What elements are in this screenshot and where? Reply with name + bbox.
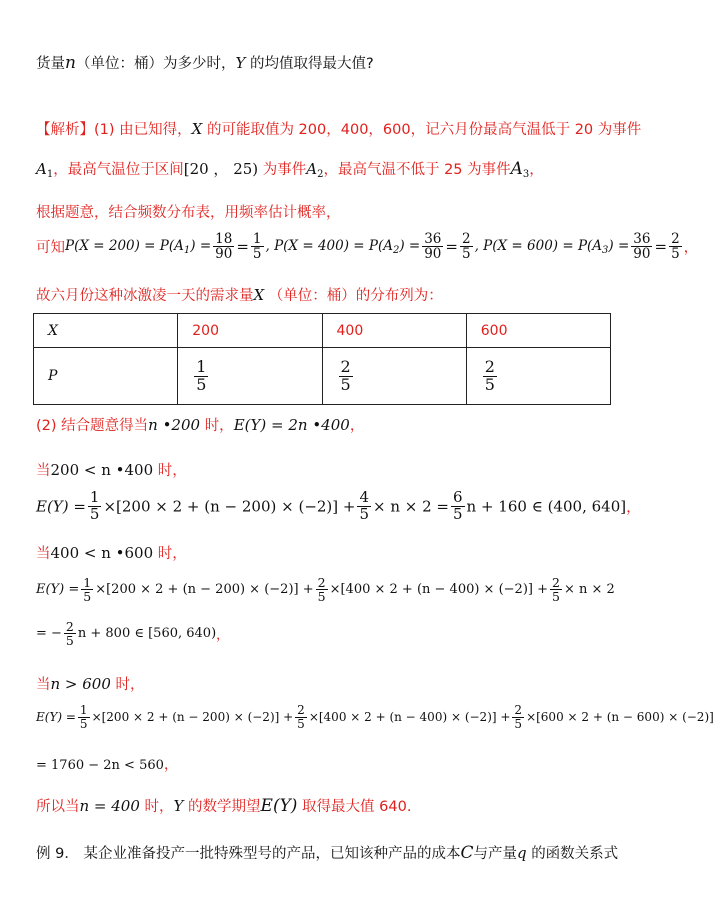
table-row bbox=[34, 314, 611, 348]
subscript: 3 bbox=[522, 169, 530, 180]
subscript: 3 bbox=[602, 244, 609, 256]
denominator: 5 bbox=[453, 504, 463, 523]
fraction bbox=[64, 620, 76, 647]
table-cell: 200 bbox=[178, 314, 322, 348]
fraction bbox=[78, 704, 90, 730]
denominator: 5 bbox=[484, 374, 495, 394]
numerator: 2 bbox=[514, 703, 523, 717]
denominator: 5 bbox=[340, 374, 351, 394]
text: 故六月份这种冰激凌一天的需求量 bbox=[36, 288, 254, 304]
question-line bbox=[36, 52, 374, 73]
math: × n × 2 bbox=[563, 582, 615, 598]
math: ×[200 × 2 + (n − 200) × (−2)] + bbox=[103, 497, 356, 516]
math: n + 160 ∈ (400, 640] bbox=[466, 497, 627, 516]
denominator: 5 bbox=[317, 589, 326, 605]
table-cell-header: X bbox=[34, 314, 178, 348]
math-A2: A bbox=[306, 160, 318, 178]
math-q: q bbox=[516, 844, 527, 862]
subscript: 1 bbox=[46, 169, 54, 180]
math-Y: Y bbox=[173, 797, 184, 815]
fraction bbox=[88, 490, 102, 523]
text: 时， bbox=[144, 799, 174, 815]
math: ×[600 × 2 + (n − 600) × (−2)] bbox=[526, 710, 714, 725]
probability-line bbox=[36, 232, 698, 261]
subscript: 2 bbox=[317, 169, 324, 180]
fraction bbox=[422, 232, 443, 261]
math: = bbox=[654, 237, 668, 256]
math: E(Y) = 2n •400 bbox=[233, 416, 350, 434]
math-p2 bbox=[266, 238, 421, 254]
text: 所以当 bbox=[36, 799, 80, 815]
text: 根据题意，结合频数分布表，用频率估计概率， bbox=[36, 205, 341, 221]
math: , P(X = 400) = P(A bbox=[265, 237, 393, 254]
part2-line-4 bbox=[36, 542, 187, 563]
part2-line-6 bbox=[36, 620, 229, 647]
text: 与产量 bbox=[473, 846, 517, 862]
fraction bbox=[357, 490, 371, 523]
distribution-table bbox=[33, 313, 611, 405]
text: 【解析】(1) 由已知得， bbox=[36, 122, 192, 138]
text: 当 bbox=[36, 463, 51, 479]
solution-line-1 bbox=[36, 118, 641, 139]
fraction bbox=[213, 232, 234, 261]
text: 时， bbox=[204, 418, 234, 434]
math: ) = bbox=[399, 237, 421, 254]
part2-line-8 bbox=[36, 704, 714, 730]
numerator: 1 bbox=[83, 575, 92, 590]
text: 时， bbox=[115, 677, 145, 693]
math: ×[400 × 2 + (n − 400) × (−2)] + bbox=[329, 582, 548, 598]
text: ，最高气温位于区间 bbox=[53, 162, 184, 178]
numerator: 1 bbox=[89, 488, 100, 506]
numerator: 2 bbox=[671, 231, 680, 247]
fraction bbox=[669, 232, 682, 261]
solution-line-2 bbox=[36, 158, 544, 180]
text: ， bbox=[349, 418, 365, 434]
math: = bbox=[445, 237, 458, 256]
math: 200 < n •400 bbox=[50, 461, 154, 479]
text: 当 bbox=[36, 546, 51, 562]
text: 时， bbox=[157, 546, 187, 562]
text: ， bbox=[683, 240, 699, 257]
fraction bbox=[512, 704, 524, 730]
math-p3 bbox=[475, 238, 630, 254]
text: 货量 bbox=[36, 56, 65, 72]
denominator: 5 bbox=[671, 246, 680, 263]
text: 为事件 bbox=[262, 162, 307, 178]
math-A3: A bbox=[510, 159, 523, 179]
text: ， bbox=[529, 162, 544, 178]
math-A1: A bbox=[36, 160, 47, 178]
denominator: 5 bbox=[252, 246, 262, 263]
text: （单位：桶）为多少时， bbox=[75, 56, 236, 72]
text: (2) 结合题意得当 bbox=[36, 418, 149, 434]
math: ×[400 × 2 + (n − 400) × (−2)] + bbox=[308, 710, 511, 725]
text: 当 bbox=[36, 677, 51, 693]
table-cell: 400 bbox=[322, 314, 466, 348]
conclusion-line bbox=[36, 795, 411, 816]
math: n + 800 ∈ [560, 640) bbox=[77, 626, 217, 642]
math-C: C bbox=[460, 843, 474, 863]
fraction bbox=[251, 232, 264, 261]
fraction bbox=[460, 232, 473, 261]
math-EY: E(Y) bbox=[260, 796, 298, 816]
part2-line-3 bbox=[36, 490, 641, 523]
denominator: 5 bbox=[196, 374, 207, 394]
table-row bbox=[34, 348, 611, 405]
math-p1 bbox=[65, 238, 211, 254]
fraction bbox=[451, 490, 465, 523]
math: P(X = 200) = P(A bbox=[65, 237, 184, 254]
numerator: 1 bbox=[196, 356, 207, 376]
table-cell bbox=[466, 348, 610, 405]
table-cell: 600 bbox=[466, 314, 610, 348]
denominator: 90 bbox=[424, 246, 442, 263]
math: n •200 bbox=[148, 416, 201, 434]
math: ) = bbox=[608, 237, 630, 254]
text: 的函数关系式 bbox=[531, 846, 619, 862]
text: ， bbox=[216, 628, 230, 644]
numerator: 2 bbox=[65, 619, 74, 634]
math: E(Y) = bbox=[36, 582, 80, 598]
part2-line-7 bbox=[36, 673, 145, 694]
part2-line-5 bbox=[36, 576, 615, 603]
numerator: 18 bbox=[215, 231, 233, 247]
text: （单位：桶）的分布列为： bbox=[268, 288, 443, 304]
fraction bbox=[631, 232, 652, 261]
table-cell bbox=[178, 348, 322, 405]
numerator: 1 bbox=[252, 231, 262, 247]
math: n = 400 bbox=[79, 797, 140, 815]
fraction bbox=[483, 356, 497, 394]
denominator: 5 bbox=[359, 504, 370, 523]
denominator: 90 bbox=[215, 246, 233, 263]
numerator: 2 bbox=[297, 703, 305, 717]
text: 取得最大值 640. bbox=[302, 799, 412, 815]
text: ，最高气温不低于 25 为事件 bbox=[323, 162, 511, 178]
math: 400 < n •600 bbox=[50, 544, 154, 562]
subscript: 2 bbox=[392, 244, 400, 256]
denominator: 5 bbox=[297, 716, 305, 731]
denominator: 5 bbox=[89, 504, 100, 523]
math: = − bbox=[36, 626, 62, 642]
numerator: 6 bbox=[453, 488, 463, 506]
denominator: 5 bbox=[552, 589, 560, 605]
part2-line-9 bbox=[36, 753, 178, 774]
solution-line-3 bbox=[36, 201, 341, 222]
example-9-line bbox=[36, 842, 618, 863]
fraction bbox=[295, 704, 307, 730]
denominator: 5 bbox=[514, 716, 523, 731]
text: 时， bbox=[157, 463, 187, 479]
math: = 1760 − 2n < 560 bbox=[36, 758, 164, 773]
text: 的数学期望 bbox=[188, 799, 261, 815]
text: 的均值取得最大值? bbox=[249, 56, 374, 72]
subscript: 1 bbox=[183, 244, 191, 256]
math: ×[200 × 2 + (n − 200) × (−2)] + bbox=[95, 582, 314, 598]
text: 可知 bbox=[36, 240, 65, 257]
text: ， bbox=[626, 499, 641, 516]
numerator: 1 bbox=[79, 703, 88, 717]
numerator: 4 bbox=[359, 488, 370, 506]
denominator: 5 bbox=[79, 716, 88, 731]
denominator: 5 bbox=[83, 589, 92, 605]
fraction bbox=[194, 356, 208, 394]
math: E(Y) = bbox=[36, 497, 86, 516]
math: , P(X = 600) = P(A bbox=[474, 237, 603, 254]
table-cell bbox=[322, 348, 466, 405]
text: 例 9． 某企业准备投产一批特殊型号的产品，已知该种产品的成本 bbox=[36, 846, 461, 862]
math-interval: [20 ， 25) bbox=[183, 160, 259, 178]
denominator: 90 bbox=[633, 246, 651, 263]
denominator: 5 bbox=[461, 246, 471, 263]
math: E(Y) = bbox=[36, 710, 76, 725]
numerator: 2 bbox=[461, 231, 471, 247]
text: ， bbox=[163, 757, 179, 773]
denominator: 5 bbox=[65, 633, 74, 649]
numerator: 2 bbox=[552, 575, 560, 590]
math-X: X bbox=[253, 286, 265, 304]
fraction bbox=[339, 356, 353, 394]
fraction bbox=[550, 576, 562, 603]
math-X: X bbox=[191, 120, 203, 138]
part2-line-1 bbox=[36, 414, 364, 435]
part2-line-2 bbox=[36, 459, 187, 480]
numerator: 36 bbox=[633, 231, 651, 247]
math-Y: Y bbox=[235, 54, 246, 72]
fraction bbox=[316, 576, 328, 603]
math: ×[200 × 2 + (n − 200) × (−2)] + bbox=[91, 710, 294, 725]
math: × n × 2 = bbox=[373, 497, 449, 516]
numerator: 2 bbox=[340, 356, 351, 376]
text: 的可能取值为 200，400，600，记六月份最高气温低于 20 为事件 bbox=[206, 122, 642, 138]
table-cell-header: P bbox=[34, 348, 178, 405]
distribution-intro bbox=[36, 284, 443, 305]
math: ) = bbox=[190, 237, 212, 254]
math: n > 600 bbox=[50, 675, 111, 693]
numerator: 36 bbox=[424, 231, 442, 247]
math: = bbox=[236, 237, 249, 256]
fraction bbox=[81, 576, 93, 603]
math-n: n bbox=[65, 53, 76, 73]
numerator: 2 bbox=[317, 575, 326, 590]
numerator: 2 bbox=[484, 356, 495, 376]
